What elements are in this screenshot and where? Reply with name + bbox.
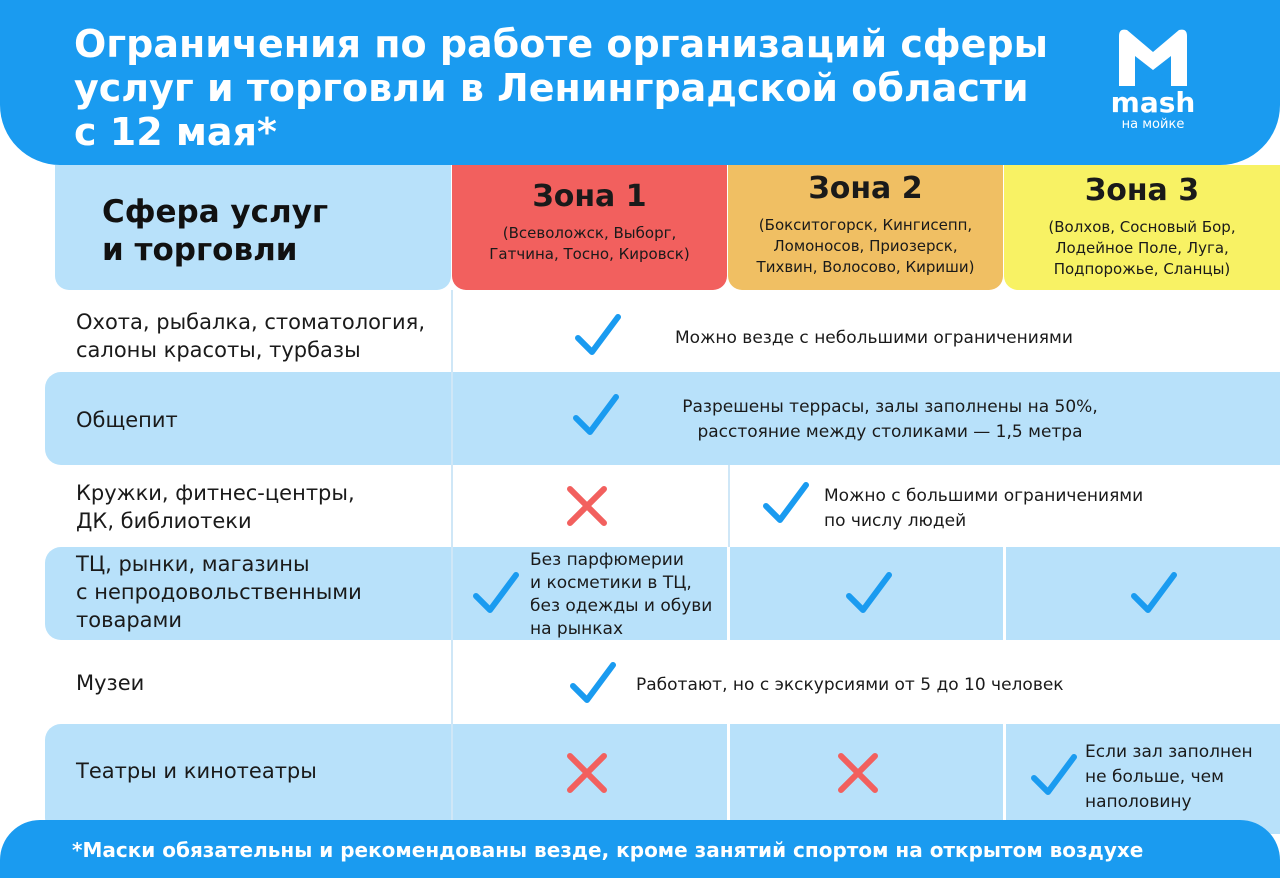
grid-line-zone1 [451, 290, 453, 820]
grid-line-zone3-row4 [1003, 547, 1006, 640]
mash-logo [1108, 26, 1198, 136]
row4-note-line-1: Без парфюмерии [530, 550, 684, 570]
grid-line-zone3-row6 [1003, 724, 1006, 824]
row2-note [660, 395, 1120, 445]
cross-icon [564, 483, 610, 529]
row3-label-line-2: ДК, библиотеки [76, 509, 252, 533]
grid-line-zone2-row3 [728, 465, 730, 547]
row4-label-line-3: товарами [76, 608, 183, 632]
sphere-header-title [102, 193, 328, 269]
check-icon [570, 660, 616, 706]
row6-note-line-1: Если зал заполнен [1085, 742, 1253, 762]
check-icon [763, 480, 809, 526]
row4-label [76, 550, 362, 634]
row4-note-line-3: без одежды и обуви [530, 596, 713, 616]
logo-brand: mash [1110, 86, 1196, 119]
row1-label-line-2: салоны красоты, турбазы [76, 338, 361, 362]
sphere-title-line-2: и торговли [102, 232, 298, 268]
logo-subtitle: на мойке [1121, 117, 1185, 132]
zone1-cities-line-2: Гатчина, Тосно, Кировск) [489, 245, 690, 263]
page-title [74, 22, 1074, 154]
zone2-cities-line-2: Ломоносов, Приозерск, [773, 237, 958, 255]
check-icon [473, 570, 519, 616]
zone2-cities-line-3: Тихвин, Волосово, Кириши) [756, 258, 975, 276]
zone3-title: Зона 3 [1084, 173, 1200, 208]
row3-note-line-2: по числу людей [824, 511, 967, 531]
grid-line-zone2-row6 [727, 724, 730, 824]
row3-label [76, 479, 355, 535]
zone2-cities [728, 215, 1003, 278]
row6-note [1085, 740, 1253, 815]
zone1-cities [452, 223, 727, 265]
title-line-1: Ограничения по работе организаций сферы [74, 22, 1048, 66]
row6-label: Театры и кинотеатры [76, 759, 317, 783]
row5-note: Работают, но с экскурсиями от 5 до 10 человек [636, 675, 1064, 695]
row3-note-line-1: Можно с большими ограничениями [824, 486, 1144, 506]
check-icon [846, 570, 892, 616]
check-icon [1031, 752, 1077, 798]
row5-label: Музеи [76, 671, 145, 695]
row2-note-line-1: Разрешены террасы, залы заполнены на 50%, [682, 397, 1098, 417]
row3-note [824, 484, 1143, 534]
zone2-title: Зона 2 [808, 171, 923, 206]
sphere-title-line-1: Сфера услуг [102, 194, 329, 230]
zone3-cities [1004, 217, 1280, 280]
zone1-header [452, 165, 727, 290]
row4-label-line-1: ТЦ, рынки, магазины [76, 552, 310, 576]
zone3-cities-line-1: (Волхов, Сосновый Бор, [1048, 218, 1236, 236]
zone3-cities-line-2: Лодейное Поле, Луга, [1055, 239, 1229, 257]
footnote: *Маски обязательны и рекомендованы везде, кроме занятий спортом на открытом воздухе [72, 838, 1144, 862]
zone3-header [1004, 165, 1280, 290]
row6-note-line-2: не больше, чем [1085, 767, 1224, 787]
row2-note-line-2: расстояние между столиками — 1,5 метра [697, 422, 1083, 442]
check-icon [573, 392, 619, 438]
cross-icon [564, 750, 610, 796]
check-icon [575, 312, 621, 358]
row1-label-line-1: Охота, рыбалка, стоматология, [76, 310, 425, 334]
zone2-header [728, 165, 1003, 290]
cross-icon [835, 750, 881, 796]
row3-label-line-1: Кружки, фитнес-центры, [76, 481, 355, 505]
row4-note [530, 549, 712, 641]
title-line-3: с 12 мая* [74, 110, 277, 154]
row4-note-line-4: на рынках [530, 619, 624, 639]
zone3-cities-line-3: Подпорожье, Сланцы) [1053, 260, 1231, 278]
zone2-cities-line-1: (Бокситогорск, Кингисепп, [758, 216, 973, 234]
row4-label-line-2: с непродовольственными [76, 580, 362, 604]
row1-note: Можно везде с небольшими ограничениями [675, 328, 1073, 348]
row2-label: Общепит [76, 408, 178, 432]
row6-note-line-3: наполовину [1085, 792, 1192, 812]
zone1-title: Зона 1 [532, 179, 647, 214]
check-icon [1131, 570, 1177, 616]
title-line-2: услуг и торговли в Ленинградской области [74, 66, 1029, 110]
mash-logo-icon [1113, 26, 1193, 90]
grid-line-zone2-row4 [727, 547, 730, 640]
zone1-cities-line-1: (Всеволожск, Выборг, [502, 224, 677, 242]
row4-note-line-2: и косметики в ТЦ, [530, 573, 692, 593]
row1-label [76, 308, 425, 364]
